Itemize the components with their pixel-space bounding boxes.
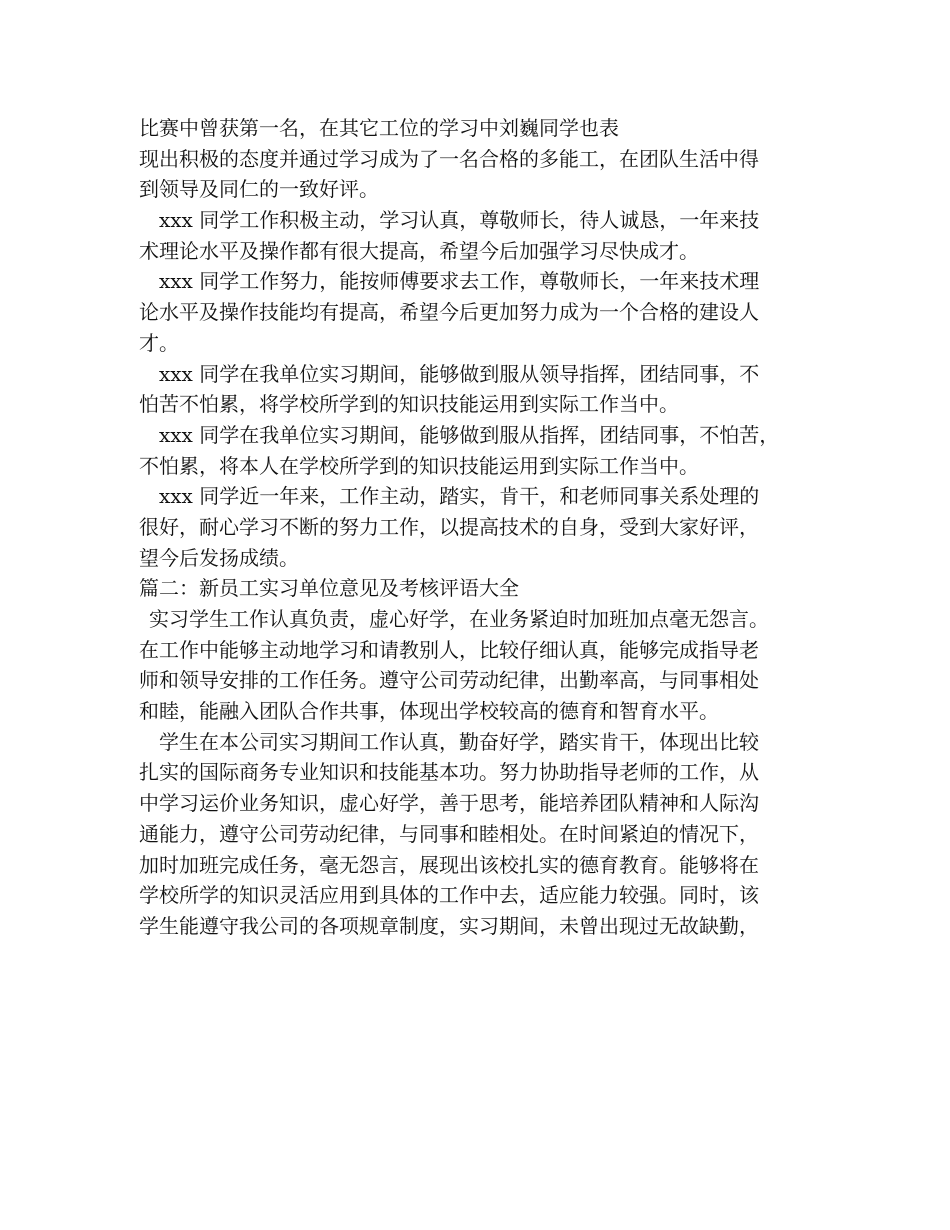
text-line: xxx 同学工作积极主动，学习认真，尊敬师长，待人诚恳，一年来技	[159, 208, 760, 233]
text-line: 术理论水平及操作都有很大提高，希望今后加强学习尽快成才。	[139, 238, 699, 263]
text-line: 比赛中曾获第一名，在其它工位的学习中刘巍同学也表	[139, 116, 619, 140]
text-line: 论水平及操作技能均有提高，希望今后更加努力成为一个合格的建设人	[139, 300, 759, 325]
text-line: 怕苦不怕累，将学校所学到的知识技能运用到实际工作当中。	[139, 392, 679, 417]
text-line: 中学习运价业务知识，虚心好学，善于思考，能培养团队精神和人际沟	[139, 791, 759, 816]
document-body	[139, 113, 829, 942]
text-line: 很好，耐心学习不断的努力工作，以提高技术的自身，受到大家好评，	[139, 514, 759, 539]
text-line: 通能力，遵守公司劳动纪律，与同事和睦相处。在时间紧迫的情况下，	[139, 821, 759, 846]
text-line: xxx 同学工作努力，能按师傅要求去工作，尊敬师长，一年来技术理	[159, 269, 760, 294]
text-line: 才。	[139, 330, 179, 355]
text-line: 学生能遵守我公司的各项规章制度，实习期间，未曾出现过无故缺勤，	[139, 913, 759, 938]
text-line: 扎实的国际商务专业知识和技能基本功。努力协助指导老师的工作，从	[139, 760, 759, 785]
text-line: xxx 同学在我单位实习期间，能够做到服从领导指挥，团结同事，不	[159, 361, 760, 386]
text-line: 和睦，能融入团队合作共事，体现出学校较高的德育和智育水平。	[139, 699, 719, 724]
text-line: 师和领导安排的工作任务。遵守公司劳动纪律，出勤率高，与同事相处	[139, 668, 759, 693]
section-heading: 篇二：新员工实习单位意见及考核评语大全	[139, 576, 519, 601]
text-line: 学生在本公司实习期间工作认真，勤奋好学，踏实肯干，体现出比较	[159, 729, 759, 754]
text-line: 在工作中能够主动地学习和请教别人，比较仔细认真，能够完成指导老	[139, 637, 759, 662]
text-line: 到领导及同仁的一致好评。	[139, 177, 379, 202]
text-line: 不怕累，将本人在学校所学到的知识技能运用到实际工作当中。	[139, 453, 699, 478]
text-line: xxx 同学近一年来，工作主动，踏实，肯干，和老师同事关系处理的	[159, 484, 760, 509]
text-line: xxx 同学在我单位实习期间，能够做到服从指挥，团结同事，不怕苦，	[159, 422, 780, 447]
text-line: 望今后发扬成绩。	[139, 545, 299, 570]
text-line: 加时加班完成任务，毫无怨言，展现出该校扎实的德育教育。能够将在	[139, 852, 759, 877]
text-line: 学校所学的知识灵活应用到具体的工作中去，适应能力较强。同时，该	[139, 883, 759, 908]
text-line: 现出积极的态度并通过学习成为了一名合格的多能工，在团队生活中得	[139, 146, 759, 171]
text-line: 实习学生工作认真负责，虚心好学，在业务紧迫时加班加点毫无怨言。	[149, 607, 769, 631]
